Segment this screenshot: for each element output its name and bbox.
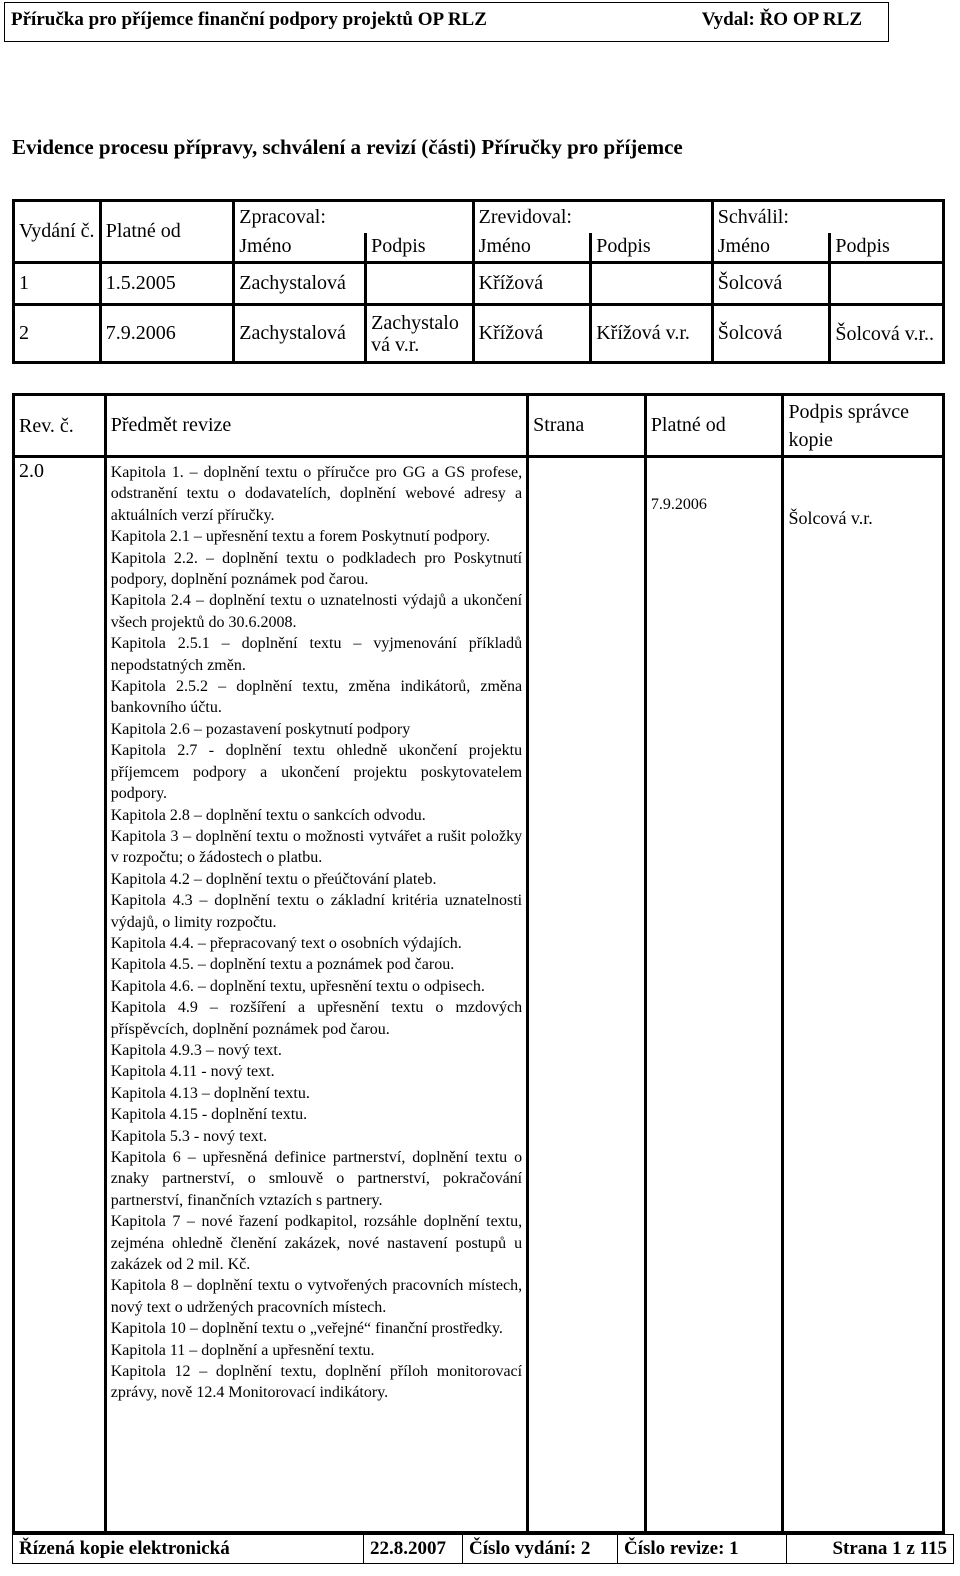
col-header-vydani: Vydání č. — [14, 201, 101, 263]
revision-item: Kapitola 10 – doplnění textu o „veřejné“ finanční prostředky. — [110, 1320, 503, 1338]
revision-item: Kapitola 2.2. – doplnění textu o podkladech pro Poskytnutí podpory, doplnění poznámek pod čarou. — [110, 549, 523, 589]
issue-table — [12, 199, 945, 364]
cell: 1.5.2005 — [100, 263, 233, 305]
revision-item: Kapitola 1. – doplnění textu o příručce pro GG a GS profese, odstranění textu o dodavatelích, doplnění webové adresy a aktuálních verzí příručky. — [110, 464, 523, 524]
revision-item: Kapitola 3 – doplnění textu o možnosti vytvářet a rušit položky v rozpočtu; o žádostech o platbu. — [110, 827, 523, 867]
subheader-jmeno: Jméno — [712, 233, 830, 263]
cell — [366, 263, 474, 305]
cell: Zachystalová v.r. — [366, 305, 474, 363]
col-header-predmet: Předmět revize — [105, 395, 527, 457]
custodian-signature: Šolcová v.r. — [783, 457, 944, 1533]
footer-page-number: Strana 1 z 115 — [787, 1535, 954, 1564]
col-header-strana: Strana — [528, 395, 646, 457]
handbook-title: Příručka pro příjemce finanční podpory projektů OP RLZ — [11, 9, 487, 30]
revision-item: Kapitola 12 – doplnění textu, doplnění příloh monitorovací zprávy, nově 12.4 Monitorovací indikátory. — [110, 1363, 523, 1402]
cell — [830, 263, 944, 305]
rev-number: 2.0 — [14, 457, 106, 1533]
subheader-podpis: Podpis — [591, 233, 713, 263]
publisher: Vydal: ŘO OP RLZ — [701, 9, 862, 30]
revision-item: Kapitola 2.8 – doplnění textu o sankcích odvodu. — [110, 806, 426, 824]
revision-item: Kapitola 6 – upřesněná definice partnerství, doplnění textu o znaky partnerství, o smlouvě o partnerství, pokračování partnerství, finančních vztazích s partnery. — [110, 1149, 523, 1209]
revision-item: Kapitola 2.7 - doplnění textu ohledně ukončení projektu příjemcem podpory a ukončení projektu poskytovatelem podpory. — [110, 742, 523, 803]
page-footer — [12, 1534, 954, 1564]
cell: Zachystalová — [234, 263, 366, 305]
footer-date: 22.8.2007 — [364, 1535, 463, 1564]
cell: Zachystalová — [234, 305, 366, 363]
revision-item: Kapitola 4.15 - doplnění textu. — [110, 1106, 308, 1124]
revision-item: Kapitola 7 – nové řazení podkapitol, rozsáhle doplnění textu, zejména ohledně členění zakázek, nové nastavení postupů u zakázek od 2 mil. Kč. — [110, 1213, 523, 1274]
revision-item: Kapitola 4.6. – doplnění textu, upřesnění textu o odpisech. — [110, 977, 485, 995]
revision-item: Kapitola 4.13 – doplnění textu. — [110, 1084, 310, 1102]
cell: 1 — [14, 263, 101, 305]
revision-item: Kapitola 2.5.2 – doplnění textu, změna indikátorů, změna bankovního účtu. — [110, 678, 523, 717]
cell: Šolcová — [712, 305, 830, 363]
revision-item: Kapitola 5.3 - nový text. — [110, 1127, 268, 1145]
revision-item: Kapitola 8 – doplnění textu o vytvořených pracovních místech, nový text o udržených pracovních místech. — [110, 1277, 523, 1316]
col-header-schvalil: Schválil: — [712, 201, 943, 233]
cell: 2 — [14, 305, 101, 363]
col-header-podpis: Podpis správce kopie — [783, 395, 944, 457]
col-header-zrevidoval: Zrevidoval: — [473, 201, 712, 233]
page-cell — [528, 457, 646, 1533]
cell: Křížová v.r. — [591, 305, 713, 363]
footer-revision-number: Číslo revize: 1 — [618, 1535, 787, 1564]
revision-table — [12, 393, 945, 1534]
revision-subject — [105, 457, 527, 1533]
cell: 7.9.2006 — [100, 305, 233, 363]
revision-item: Kapitola 4.4. – přepracovaný text o osobních výdajích. — [110, 934, 462, 952]
revision-item: Kapitola 4.5. – doplnění textu a poznámek pod čarou. — [110, 956, 455, 974]
subheader-podpis: Podpis — [366, 233, 474, 263]
revision-item: Kapitola 2.5.1 – doplnění textu – vyjmenování příkladů nepodstatných změn. — [110, 635, 523, 674]
subheader-jmeno: Jméno — [234, 233, 366, 263]
revision-item: Kapitola 2.1 – upřesnění textu a forem Poskytnutí podpory. — [110, 528, 491, 546]
cell — [591, 263, 713, 305]
page-header — [4, 2, 889, 42]
revision-item: Kapitola 11 – doplnění a upřesnění textu. — [110, 1341, 375, 1359]
cell: Křížová — [473, 263, 591, 305]
revision-item: Kapitola 4.11 - nový text. — [110, 1063, 275, 1081]
col-header-platne-od: Platné od — [100, 201, 233, 263]
revision-item: Kapitola 4.2 – doplnění textu o přeúčtování plateb. — [110, 870, 437, 888]
footer-copy-type: Řízená kopie elektronická — [13, 1535, 364, 1564]
page-title: Evidence procesu přípravy, schválení a revizí (části) Příručky pro příjemce — [12, 135, 683, 159]
subheader-jmeno: Jméno — [473, 233, 591, 263]
cell: Šolcová v.r.. — [830, 305, 944, 363]
revision-item: Kapitola 4.9 – rozšíření a upřesnění textu o mzdových příspěvcích, doplnění poznámek pod čarou. — [110, 999, 523, 1038]
subheader-podpis: Podpis — [830, 233, 944, 263]
table-row — [14, 457, 944, 1533]
table-row — [14, 263, 944, 305]
cell: Křížová — [473, 305, 591, 363]
revision-item: Kapitola 2.6 – pozastavení poskytnutí podpory — [110, 720, 411, 738]
revision-item: Kapitola 2.4 – doplnění textu o uznatelnosti výdajů a ukončení všech projektů do 30.6.2008. — [110, 592, 523, 631]
cell: Šolcová — [712, 263, 830, 305]
valid-from: 7.9.2006 — [645, 457, 783, 1533]
col-header-rev: Rev. č. — [14, 395, 106, 457]
col-header-zpracoval: Zpracoval: — [234, 201, 473, 233]
footer-issue-number: Číslo vydání: 2 — [463, 1535, 618, 1564]
col-header-platne-od: Platné od — [645, 395, 783, 457]
revision-item: Kapitola 4.9.3 – nový text. — [110, 1041, 282, 1059]
revision-item: Kapitola 4.3 – doplnění textu o základní kritéria uznatelnosti výdajů, o limity rozpočtu. — [110, 892, 523, 931]
table-row — [14, 305, 944, 363]
